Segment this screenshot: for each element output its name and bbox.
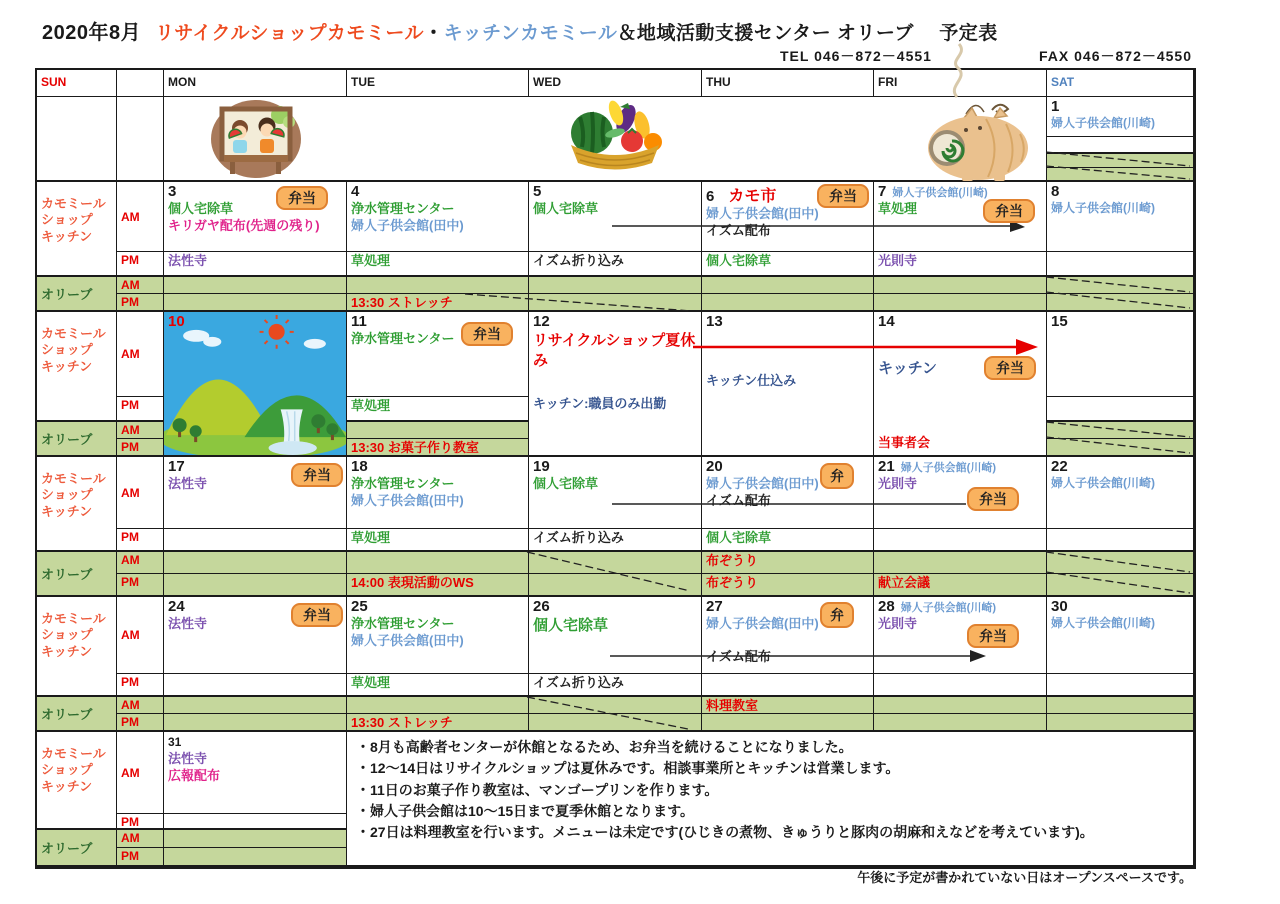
cell-empty	[117, 97, 164, 182]
section-label-olive: オリーブ	[37, 830, 117, 867]
event: イズム折り込み	[533, 253, 624, 268]
cell-day4-pm	[347, 252, 529, 277]
event: 13:30 ストレッチ	[351, 715, 453, 730]
olive-pm-day11	[347, 439, 529, 457]
olive-band	[1047, 552, 1194, 574]
olive-band	[874, 294, 1047, 312]
event: 婦人子供会館(田中)	[706, 206, 819, 221]
cell-day11-pm	[347, 397, 529, 422]
olive-band	[1047, 422, 1194, 439]
event: イズム折り込み	[533, 675, 624, 690]
olive-band	[1047, 574, 1194, 597]
pm-label: PM	[117, 674, 164, 697]
am-label: AM	[117, 597, 164, 674]
event: イズム折り込み	[533, 530, 624, 545]
cell-empty	[164, 529, 347, 552]
event: 布ぞうり	[706, 553, 759, 568]
bento-badge-day14: 弁当	[984, 356, 1036, 380]
day-number: 14	[878, 313, 895, 330]
label-line: ショップ	[41, 627, 93, 643]
mosquito-coil-pig-illustration	[920, 96, 1032, 187]
olive-band	[164, 574, 347, 597]
pm-label: PM	[117, 397, 164, 422]
olive-band	[164, 830, 347, 848]
cell-day25-am	[347, 597, 529, 674]
day-number: 12	[533, 313, 550, 330]
olive-band	[529, 552, 702, 574]
olive-band	[164, 552, 347, 574]
section-label-olive: オリーブ	[37, 697, 117, 732]
cell-day7-pm	[874, 252, 1047, 277]
olive-pm-label: PM	[117, 294, 164, 312]
olive-band	[1047, 294, 1194, 312]
day-number: 22	[1051, 458, 1068, 475]
olive-am-label: AM	[117, 277, 164, 294]
note-line: ・11日のお菓子作り教室は、マンゴープリンを作ります。	[356, 781, 719, 798]
bento-badge-day3: 弁当	[276, 186, 328, 210]
mountain-day-illustration	[164, 312, 346, 455]
cell-day5-pm	[529, 252, 702, 277]
label-line: ショップ	[41, 342, 93, 358]
header-spacer	[117, 70, 164, 97]
olive-band	[1047, 168, 1194, 182]
notes-panel	[347, 732, 1194, 867]
label-line: キッチン	[41, 503, 93, 519]
cell-day28-am	[874, 597, 1047, 674]
title-separator: ・	[424, 23, 444, 44]
olive-band	[702, 294, 874, 312]
section-label-chamomile	[37, 457, 117, 552]
label-line: ショップ	[41, 762, 93, 778]
am-label: AM	[117, 312, 164, 397]
day-number: 31	[168, 735, 182, 749]
event: キッチン	[878, 360, 937, 377]
olive-pm-day21	[874, 574, 1047, 597]
cell-empty	[1047, 529, 1194, 552]
event: 婦人子供会館(川崎)	[1051, 476, 1155, 490]
cell-day25-pm	[347, 674, 529, 697]
event: イズム配布	[706, 222, 771, 238]
label-line: キッチン	[41, 228, 93, 244]
olive-band	[1047, 439, 1194, 457]
cell-day12	[529, 312, 702, 457]
event: 献立会議	[878, 575, 931, 590]
event: キッチン:職員のみ出勤	[533, 396, 667, 411]
cell-day14	[874, 312, 1047, 457]
olive-am-day20	[702, 552, 874, 574]
cell-empty	[1047, 252, 1194, 277]
olive-band	[347, 552, 529, 574]
pm-label: PM	[117, 252, 164, 277]
event: 婦人子供会館(川崎)	[1051, 616, 1155, 630]
event: 13:30 ストレッチ	[351, 295, 453, 310]
event: イズム配布	[706, 492, 771, 508]
olive-pm-day18	[347, 574, 529, 597]
olive-band	[874, 552, 1047, 574]
bento-badge-day28: 弁当	[967, 624, 1019, 648]
note-line: ・8月も高齢者センターが休館となるため、お弁当を続けることになりました。	[356, 739, 853, 755]
event: 婦人子供会館(田中)	[351, 632, 464, 648]
bento-badge-day20: 弁	[820, 463, 854, 489]
cell-day13	[702, 312, 874, 457]
event: 草処理	[351, 398, 391, 413]
header-wed: WED	[529, 70, 702, 97]
am-label: AM	[117, 732, 164, 814]
label-line: キッチン	[41, 778, 93, 794]
event: 婦人子供会館(田中)	[351, 492, 464, 508]
event: 法性寺	[168, 616, 208, 631]
cell-empty	[874, 529, 1047, 552]
cell-day1	[1047, 97, 1194, 137]
day-number: 28	[878, 598, 895, 615]
event: 婦人子供会館(田中)	[706, 476, 819, 491]
header-tue: TUE	[347, 70, 529, 97]
olive-band	[702, 714, 874, 732]
cell-empty	[1047, 137, 1194, 154]
header-thu: THU	[702, 70, 874, 97]
cell-day21-am	[874, 457, 1047, 529]
day-number: 8	[1051, 183, 1060, 200]
event: 料理教室	[706, 698, 759, 713]
event: 広報配布	[168, 767, 221, 783]
cell-empty	[874, 674, 1047, 697]
cell-day3-pm	[164, 252, 347, 277]
header-mon: MON	[164, 70, 347, 97]
olive-pm-label: PM	[117, 574, 164, 597]
cell-day22-am	[1047, 457, 1194, 529]
event: 個人宅除草	[533, 476, 599, 491]
olive-band	[1047, 277, 1194, 294]
day-number: 1	[1051, 98, 1060, 115]
note-line: ・27日は料理教室を行います。メニューは未定です(ひじきの煮物、きゅうりと豚肉の胡麻和えなどを考えています)。	[356, 824, 1094, 841]
calendar-table	[35, 68, 1196, 869]
cell-day26-pm	[529, 674, 702, 697]
olive-band	[164, 277, 347, 294]
section-label-chamomile	[37, 597, 117, 697]
section-label-chamomile	[37, 312, 117, 422]
olive-band	[1047, 697, 1194, 714]
header-sun: SUN	[37, 70, 117, 97]
day-number: 25	[351, 598, 368, 615]
day-number: 19	[533, 458, 550, 475]
event: 法性寺	[168, 476, 208, 491]
day-number: 4	[351, 183, 360, 200]
vegetable-basket-illustration	[566, 97, 664, 176]
day-number-holiday: 10	[168, 313, 185, 330]
event: 光則寺	[878, 616, 918, 631]
children-watermelon-illustration	[210, 99, 302, 184]
event: 婦人子供会館(川崎)	[900, 462, 997, 474]
section-label-chamomile	[37, 732, 117, 830]
event: 浄水管理センター	[351, 476, 455, 491]
tel-number: TEL 046－872－4551	[780, 48, 932, 64]
header-sat: SAT	[1047, 70, 1194, 97]
cell-day18-pm	[347, 529, 529, 552]
bento-badge-day7: 弁当	[983, 199, 1035, 223]
title-rest: ＆地域活動支援センター オリーブ 予定表	[617, 23, 998, 44]
day-number: 11	[351, 313, 367, 330]
section-label-olive: オリーブ	[37, 552, 117, 597]
event: 婦人子供会館(川崎)	[892, 187, 988, 199]
page-title	[42, 16, 998, 45]
pm-label: PM	[117, 814, 164, 830]
label-line: カモミール	[41, 196, 106, 211]
event: 個人宅除草	[706, 530, 772, 545]
day-number: 21	[878, 458, 895, 475]
olive-band	[874, 277, 1047, 294]
day-number: 7	[878, 183, 887, 200]
olive-band	[529, 714, 702, 732]
olive-pm-day20	[702, 574, 874, 597]
cell-empty	[37, 97, 117, 182]
event: 婦人子供会館(川崎)	[900, 602, 997, 614]
day-number: 18	[351, 458, 368, 475]
title-kitchen: キッチンカモミール	[443, 23, 618, 44]
olive-pm-label: PM	[117, 439, 164, 457]
olive-band	[347, 697, 529, 714]
kamo-ichi-tag: カモ市	[728, 188, 777, 205]
section-label-chamomile	[37, 182, 117, 277]
event: 個人宅除草	[706, 253, 772, 268]
bento-badge-day6: 弁当	[817, 184, 869, 208]
day-number: 5	[533, 183, 542, 200]
cell-day18-am	[347, 457, 529, 529]
event: 個人宅除草	[168, 201, 234, 216]
olive-pm-day25	[347, 714, 529, 732]
olive-band	[1047, 154, 1194, 168]
day-number: 20	[706, 458, 723, 475]
fax-number: FAX 046－872－4550	[1039, 48, 1192, 64]
olive-am-label: AM	[117, 422, 164, 439]
am-label: AM	[117, 182, 164, 252]
bento-badge-day11: 弁当	[461, 322, 513, 346]
olive-band	[702, 277, 874, 294]
olive-band	[347, 277, 529, 294]
olive-band	[164, 848, 347, 867]
day-number: 13	[706, 313, 723, 330]
cell-day26-am	[529, 597, 702, 674]
olive-band	[529, 697, 702, 714]
cell-day5-am	[529, 182, 702, 252]
olive-am-label: AM	[117, 830, 164, 848]
olive-am-day27	[702, 697, 874, 714]
event: 光則寺	[878, 253, 918, 268]
cell-empty	[702, 674, 874, 697]
cell-day8-am	[1047, 182, 1194, 252]
event: 婦人子供会館(川崎)	[1051, 201, 1155, 215]
day-number: 24	[168, 598, 185, 615]
label-line: カモミール	[41, 471, 106, 486]
olive-band	[1047, 714, 1194, 732]
event: 婦人子供会館(田中)	[351, 217, 464, 233]
event: 個人宅除草	[533, 617, 609, 634]
olive-band	[529, 574, 702, 597]
event: 草処理	[351, 675, 391, 690]
event: 草処理	[351, 530, 391, 545]
olive-band	[529, 277, 702, 294]
contact-line	[780, 46, 1192, 66]
bento-badge-day21: 弁当	[967, 487, 1019, 511]
cell-empty	[164, 814, 347, 830]
event: イズム配布	[706, 648, 771, 664]
olive-pm-label: PM	[117, 848, 164, 867]
section-label-olive: オリーブ	[37, 277, 117, 312]
label-line: カモミール	[41, 611, 106, 626]
olive-am-label: AM	[117, 552, 164, 574]
olive-band	[874, 697, 1047, 714]
olive-band	[164, 714, 347, 732]
event: 光則寺	[878, 476, 918, 491]
cell-empty	[1047, 397, 1194, 422]
event: 浄水管理センター	[351, 201, 455, 216]
event-summer-break: リサイクルショップ夏休み	[533, 332, 696, 369]
olive-band	[874, 714, 1047, 732]
day-number: 15	[1051, 313, 1068, 330]
cell-day20-pm	[702, 529, 874, 552]
cell-day30-am	[1047, 597, 1194, 674]
label-line: カモミール	[41, 746, 106, 761]
event: 草処理	[351, 253, 391, 268]
cell-day6-pm	[702, 252, 874, 277]
section-label-olive: オリーブ	[37, 422, 117, 457]
day-number: 30	[1051, 598, 1068, 615]
event: 個人宅除草	[533, 201, 599, 216]
title-year-month: 2020年8月	[42, 22, 142, 44]
cell-empty	[164, 674, 347, 697]
day-number: 27	[706, 598, 723, 615]
event: キリガヤ配布(先週の残り)	[168, 217, 320, 233]
bento-badge-day24: 弁当	[291, 603, 343, 627]
label-line: カモミール	[41, 326, 106, 341]
cell-day31-am	[164, 732, 347, 814]
event-fujin-kaikan: 婦人子供会館(川崎)	[1051, 116, 1155, 130]
olive-band	[164, 294, 347, 312]
olive-band	[529, 294, 702, 312]
day-number: 3	[168, 183, 177, 200]
note-line: ・12～14日はリサイクルショップは夏休みです。相談事業所とキッチンは営業します。	[356, 760, 900, 777]
pm-label: PM	[117, 529, 164, 552]
event: 13:30 お菓子作り教室	[351, 440, 479, 455]
footer-note: 午後に予定が書かれていない日はオープンスペースです。	[857, 870, 1192, 885]
event: 浄水管理センター	[351, 331, 455, 346]
olive-pm-day4	[347, 294, 529, 312]
event: 草処理	[878, 201, 918, 216]
title-recycle-shop: リサイクルショップカモミール	[155, 23, 425, 44]
olive-band	[347, 422, 529, 439]
bento-badge-day17: 弁当	[291, 463, 343, 487]
label-line: ショップ	[41, 212, 93, 228]
event: 法性寺	[168, 253, 208, 268]
event: キッチン仕込み	[706, 373, 797, 388]
label-line: ショップ	[41, 487, 93, 503]
event: 婦人子供会館(田中)	[706, 616, 819, 631]
note-line: ・婦人子供会館は10～15日まで夏季休館となります。	[356, 802, 695, 819]
am-label: AM	[117, 457, 164, 529]
olive-pm-label: PM	[117, 714, 164, 732]
cell-empty	[1047, 674, 1194, 697]
event: 布ぞうり	[706, 575, 759, 590]
bento-badge-day27: 弁	[820, 602, 854, 628]
label-line: キッチン	[41, 643, 93, 659]
label-line: キッチン	[41, 358, 93, 374]
header-fri: FRI	[874, 70, 1047, 97]
day-number: 6	[706, 188, 715, 205]
cell-day4-am	[347, 182, 529, 252]
cell-day19-am	[529, 457, 702, 529]
event: 法性寺	[168, 751, 208, 766]
event: 14:00 表現活動のWS	[351, 575, 474, 590]
day-number: 17	[168, 458, 185, 475]
cell-day19-pm	[529, 529, 702, 552]
olive-band	[164, 697, 347, 714]
cell-day15-am	[1047, 312, 1194, 397]
day-number: 26	[533, 598, 550, 615]
cell-day10-holiday	[164, 312, 347, 457]
event: 当事者会	[878, 435, 931, 451]
olive-am-label: AM	[117, 697, 164, 714]
event: 浄水管理センター	[351, 616, 455, 631]
